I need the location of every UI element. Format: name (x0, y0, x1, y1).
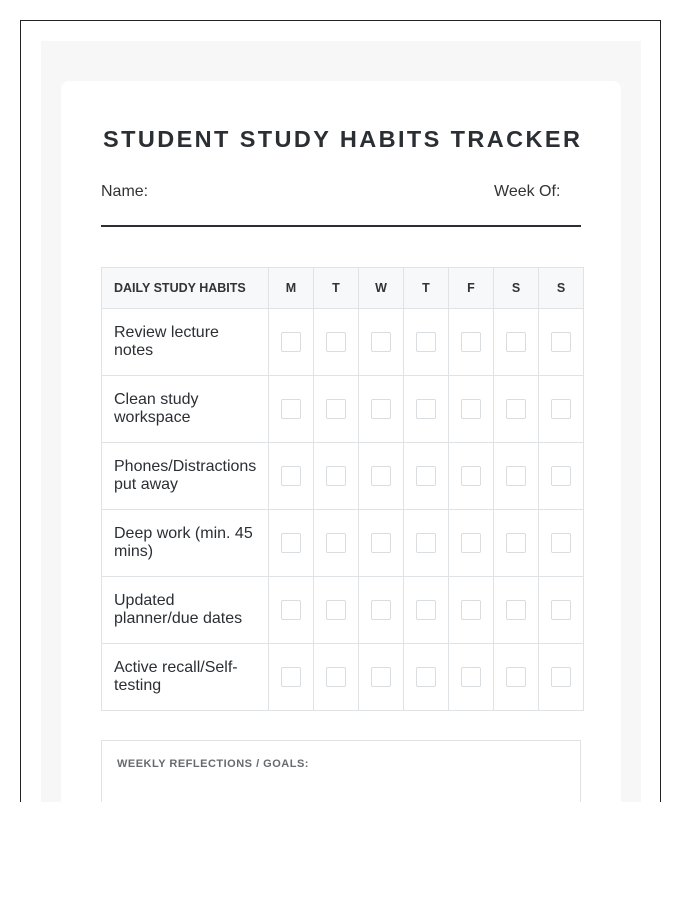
day-header-saturday: S (494, 268, 539, 309)
habit-checkbox-saturday[interactable] (506, 332, 526, 352)
day-cell-wednesday (359, 577, 404, 644)
habit-name-cell: Updated planner/due dates (102, 577, 269, 644)
day-cell-wednesday (359, 510, 404, 577)
habit-checkbox-thursday[interactable] (416, 667, 436, 687)
habit-checkbox-wednesday[interactable] (371, 667, 391, 687)
day-cell-sunday (539, 644, 584, 711)
tracker-sheet (61, 81, 621, 802)
day-cell-tuesday (314, 510, 359, 577)
habit-checkbox-wednesday[interactable] (371, 399, 391, 419)
day-cell-thursday (404, 309, 449, 376)
day-cell-monday (269, 376, 314, 443)
day-cell-friday (449, 644, 494, 711)
habit-checkbox-friday[interactable] (461, 399, 481, 419)
weekly-reflections-box[interactable] (101, 740, 581, 802)
day-cell-monday (269, 510, 314, 577)
habit-checkbox-sunday[interactable] (551, 667, 571, 687)
day-cell-friday (449, 376, 494, 443)
habit-checkbox-monday[interactable] (281, 667, 301, 687)
habit-checkbox-tuesday[interactable] (326, 399, 346, 419)
day-cell-sunday (539, 443, 584, 510)
day-cell-tuesday (314, 644, 359, 711)
habit-checkbox-monday[interactable] (281, 466, 301, 486)
habit-name-cell: Clean study workspace (102, 376, 269, 443)
page-background (41, 41, 641, 802)
table-row (102, 644, 584, 711)
habit-checkbox-wednesday[interactable] (371, 332, 391, 352)
page-title: STUDENT STUDY HABITS TRACKER (103, 126, 583, 152)
day-cell-saturday (494, 309, 539, 376)
day-cell-monday (269, 443, 314, 510)
day-cell-saturday (494, 376, 539, 443)
habit-checkbox-monday[interactable] (281, 600, 301, 620)
habit-checkbox-friday[interactable] (461, 600, 481, 620)
table-row (102, 443, 584, 510)
habits-table (101, 267, 584, 711)
habit-checkbox-monday[interactable] (281, 399, 301, 419)
habit-checkbox-saturday[interactable] (506, 600, 526, 620)
table-row (102, 510, 584, 577)
habit-checkbox-wednesday[interactable] (371, 466, 391, 486)
habit-checkbox-friday[interactable] (461, 667, 481, 687)
day-header-thursday: T (404, 268, 449, 309)
week-of-field-label: Week Of: (494, 183, 561, 200)
weekly-reflections-label: WEEKLY REFLECTIONS / GOALS: (117, 758, 309, 770)
habit-checkbox-monday[interactable] (281, 533, 301, 553)
day-cell-thursday (404, 510, 449, 577)
habit-name-cell: Deep work (min. 45 mins) (102, 510, 269, 577)
day-cell-sunday (539, 376, 584, 443)
habit-checkbox-thursday[interactable] (416, 332, 436, 352)
habit-checkbox-saturday[interactable] (506, 533, 526, 553)
day-cell-sunday (539, 309, 584, 376)
day-cell-tuesday (314, 443, 359, 510)
day-cell-wednesday (359, 443, 404, 510)
habit-checkbox-sunday[interactable] (551, 533, 571, 553)
habit-checkbox-wednesday[interactable] (371, 600, 391, 620)
habit-checkbox-friday[interactable] (461, 466, 481, 486)
day-cell-sunday (539, 577, 584, 644)
habit-checkbox-thursday[interactable] (416, 466, 436, 486)
day-cell-tuesday (314, 577, 359, 644)
day-cell-thursday (404, 577, 449, 644)
table-row (102, 309, 584, 376)
habit-checkbox-tuesday[interactable] (326, 533, 346, 553)
habit-name-cell: Phones/Distractions put away (102, 443, 269, 510)
habit-checkbox-monday[interactable] (281, 332, 301, 352)
habit-checkbox-friday[interactable] (461, 332, 481, 352)
page-frame (20, 20, 661, 802)
day-header-monday: M (269, 268, 314, 309)
habit-checkbox-saturday[interactable] (506, 399, 526, 419)
day-cell-thursday (404, 376, 449, 443)
day-cell-saturday (494, 443, 539, 510)
habit-checkbox-tuesday[interactable] (326, 332, 346, 352)
habit-checkbox-thursday[interactable] (416, 600, 436, 620)
day-cell-wednesday (359, 309, 404, 376)
day-cell-friday (449, 309, 494, 376)
habit-checkbox-sunday[interactable] (551, 399, 571, 419)
day-cell-monday (269, 644, 314, 711)
habit-checkbox-saturday[interactable] (506, 667, 526, 687)
habit-checkbox-sunday[interactable] (551, 332, 571, 352)
habit-checkbox-wednesday[interactable] (371, 533, 391, 553)
day-header-wednesday: W (359, 268, 404, 309)
habit-name-cell: Review lecture notes (102, 309, 269, 376)
day-cell-saturday (494, 577, 539, 644)
habit-checkbox-thursday[interactable] (416, 533, 436, 553)
name-field-label: Name: (101, 183, 149, 200)
day-header-friday: F (449, 268, 494, 309)
table-row (102, 577, 584, 644)
habit-checkbox-tuesday[interactable] (326, 600, 346, 620)
table-header-row (102, 268, 584, 309)
habit-checkbox-sunday[interactable] (551, 600, 571, 620)
day-cell-saturday (494, 644, 539, 711)
day-cell-monday (269, 577, 314, 644)
habit-checkbox-sunday[interactable] (551, 466, 571, 486)
day-cell-friday (449, 510, 494, 577)
day-cell-monday (269, 309, 314, 376)
day-header-tuesday: T (314, 268, 359, 309)
day-cell-sunday (539, 510, 584, 577)
habit-checkbox-saturday[interactable] (506, 466, 526, 486)
day-header-sunday: S (539, 268, 584, 309)
header-divider-line (101, 225, 581, 227)
table-row (102, 376, 584, 443)
habits-column-header: DAILY STUDY HABITS (102, 268, 269, 309)
habit-checkbox-tuesday[interactable] (326, 667, 346, 687)
day-cell-friday (449, 443, 494, 510)
habit-name-cell: Active recall/Self-testing (102, 644, 269, 711)
day-cell-wednesday (359, 644, 404, 711)
day-cell-tuesday (314, 309, 359, 376)
habit-checkbox-tuesday[interactable] (326, 466, 346, 486)
habit-checkbox-thursday[interactable] (416, 399, 436, 419)
day-cell-saturday (494, 510, 539, 577)
day-cell-wednesday (359, 376, 404, 443)
day-cell-thursday (404, 644, 449, 711)
day-cell-tuesday (314, 376, 359, 443)
day-cell-friday (449, 577, 494, 644)
day-cell-thursday (404, 443, 449, 510)
habit-checkbox-friday[interactable] (461, 533, 481, 553)
